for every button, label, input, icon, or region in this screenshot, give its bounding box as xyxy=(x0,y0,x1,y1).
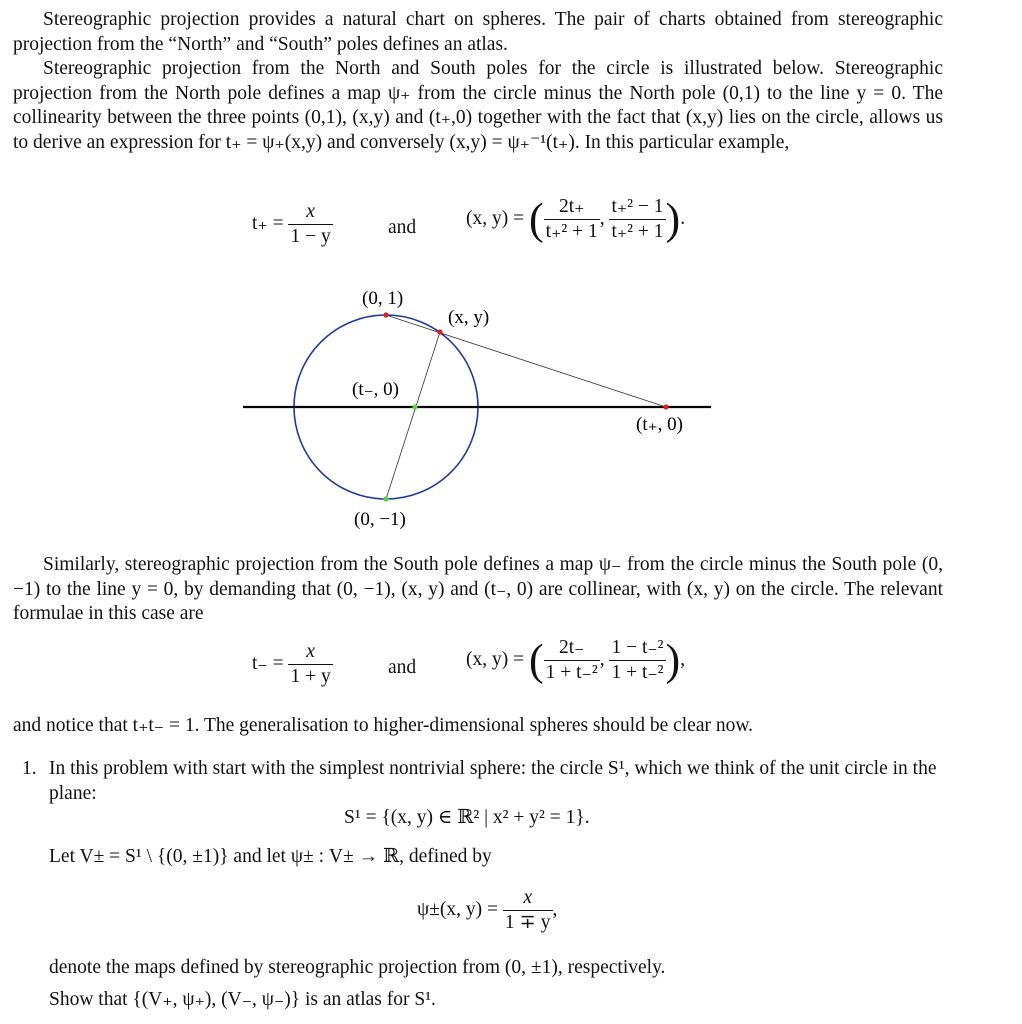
intro-paragraph-1: Stereographic projection provides a natural chart on spheres. The pair of charts obtained from stereographic projection from the “North” and “South” poles defines an atlas. xyxy=(13,9,943,55)
problem-denote: denote the maps defined by stereographic projection from (0, ±1), respectively. xyxy=(49,957,666,978)
eq-north-fraction: $\frac{x}{1 - y}$ xyxy=(290,201,331,247)
t-minus-dot xyxy=(412,404,417,409)
problem-text: In this problem with start with the simplest nontrivial sphere: the circle S¹, which we think of the unit circle in the plane: xyxy=(49,758,937,804)
eq-north-xy-lhs: (x, y) = xyxy=(466,207,525,229)
label-south: (0, −1) xyxy=(354,509,406,530)
eq-north-and: and xyxy=(388,217,417,238)
north-pole-dot xyxy=(383,312,388,317)
label-t-minus: (t₋, 0) xyxy=(352,379,399,400)
eq-south-xy-lhs: (x, y) = xyxy=(466,648,525,670)
eq-north-lhs: t₊ = xyxy=(252,212,284,234)
eq-south-frac1: $\frac{2t_-}{\text{1 + t₋²}}$ xyxy=(545,637,598,683)
south-pole-dot xyxy=(383,496,388,501)
equation-north xyxy=(252,200,333,249)
notice-paragraph: and notice that t₊t₋ = 1. The generalisation to higher-dimensional spheres should be clear now. xyxy=(13,715,754,736)
equation-south xyxy=(252,640,333,689)
label-north: (0, 1) xyxy=(362,288,404,309)
stereographic-figure xyxy=(0,270,1022,550)
label-t-plus: (t₊, 0) xyxy=(636,414,683,435)
equation-south-xy: (x, y) = ( $\frac{2t_-}{\text{1 + t₋²}}$ , $\frac{\text{1 − t₋²}}{\text{1 + t₋²}}$ ), xyxy=(466,635,686,685)
equation-north-xy: (x, y) = ( $\frac{2t_+}{\text{t₊² + 1}}$ , $\frac{\text{t₊² − 1}}{\text{t₊² + 1}}$ ). xyxy=(466,194,686,244)
eq-south-frac2: $\frac{\text{1 − t₋²}}{\text{1 + t₋²}}$ xyxy=(611,637,664,683)
problem-number: 1. xyxy=(22,758,37,779)
eq-north-frac2: $\frac{\text{t₊² − 1}}{\text{t₊² + 1}}$ xyxy=(611,196,664,242)
map-equation: ψ±(x, y) = $\frac{x}{1 \mp y}$ , xyxy=(417,887,558,933)
south-paragraph: Similarly, stereographic projection from the South pole defines a map ψ₋ from the circle minus the South pole (0, −1) to the line y = 0, by demanding that (0, −1), (x, y) and (t₋, 0) are collinear, with (x, y) on the circle. The relevant formulae in this case are xyxy=(13,554,943,625)
map-fraction: $\frac{x}{1 \mp y}$ xyxy=(504,887,551,933)
projection-line-south xyxy=(386,332,440,499)
eq-north-frac1: $\frac{2t_+}{\text{t₊² + 1}}$ xyxy=(545,196,598,242)
label-point: (x, y) xyxy=(448,307,490,328)
eq-south-lhs: t₋ = xyxy=(252,652,284,674)
eq-south-fraction: $\frac{x}{1 + y}$ xyxy=(290,641,331,687)
point-xy-dot xyxy=(437,329,442,334)
eq-south-and: and xyxy=(388,657,417,678)
problem-let: Let V± = S¹ \ {(0, ±1)} and let ψ± : V± → ℝ, defined by xyxy=(49,846,492,867)
problem-show: Show that {(V₊, ψ₊), (V₋, ψ₋)} is an atlas for S¹. xyxy=(49,989,436,1010)
circle-set-equation: S¹ = {(x, y) ∈ ℝ² | x² + y² = 1}. xyxy=(344,807,590,828)
intro-paragraph-2: Stereographic projection from the North and South poles for the circle is illustrated below. Stereographic projection from the North pole defines a map ψ₊ from the circle minus the North pole (0,1) to the line y = 0. The collinearity between the three points (0,1), (x,y) and (t₊,0) together with the fact that (x,y) lies on the circle, allows us to derive an expression for t₊ = ψ₊(x,y) and conversely (x,y) = ψ₊⁻¹(t₊). In this particular example, xyxy=(13,58,943,153)
projection-line-north xyxy=(386,315,666,407)
map-lhs: ψ±(x, y) = xyxy=(417,898,499,920)
t-plus-dot xyxy=(663,404,668,409)
